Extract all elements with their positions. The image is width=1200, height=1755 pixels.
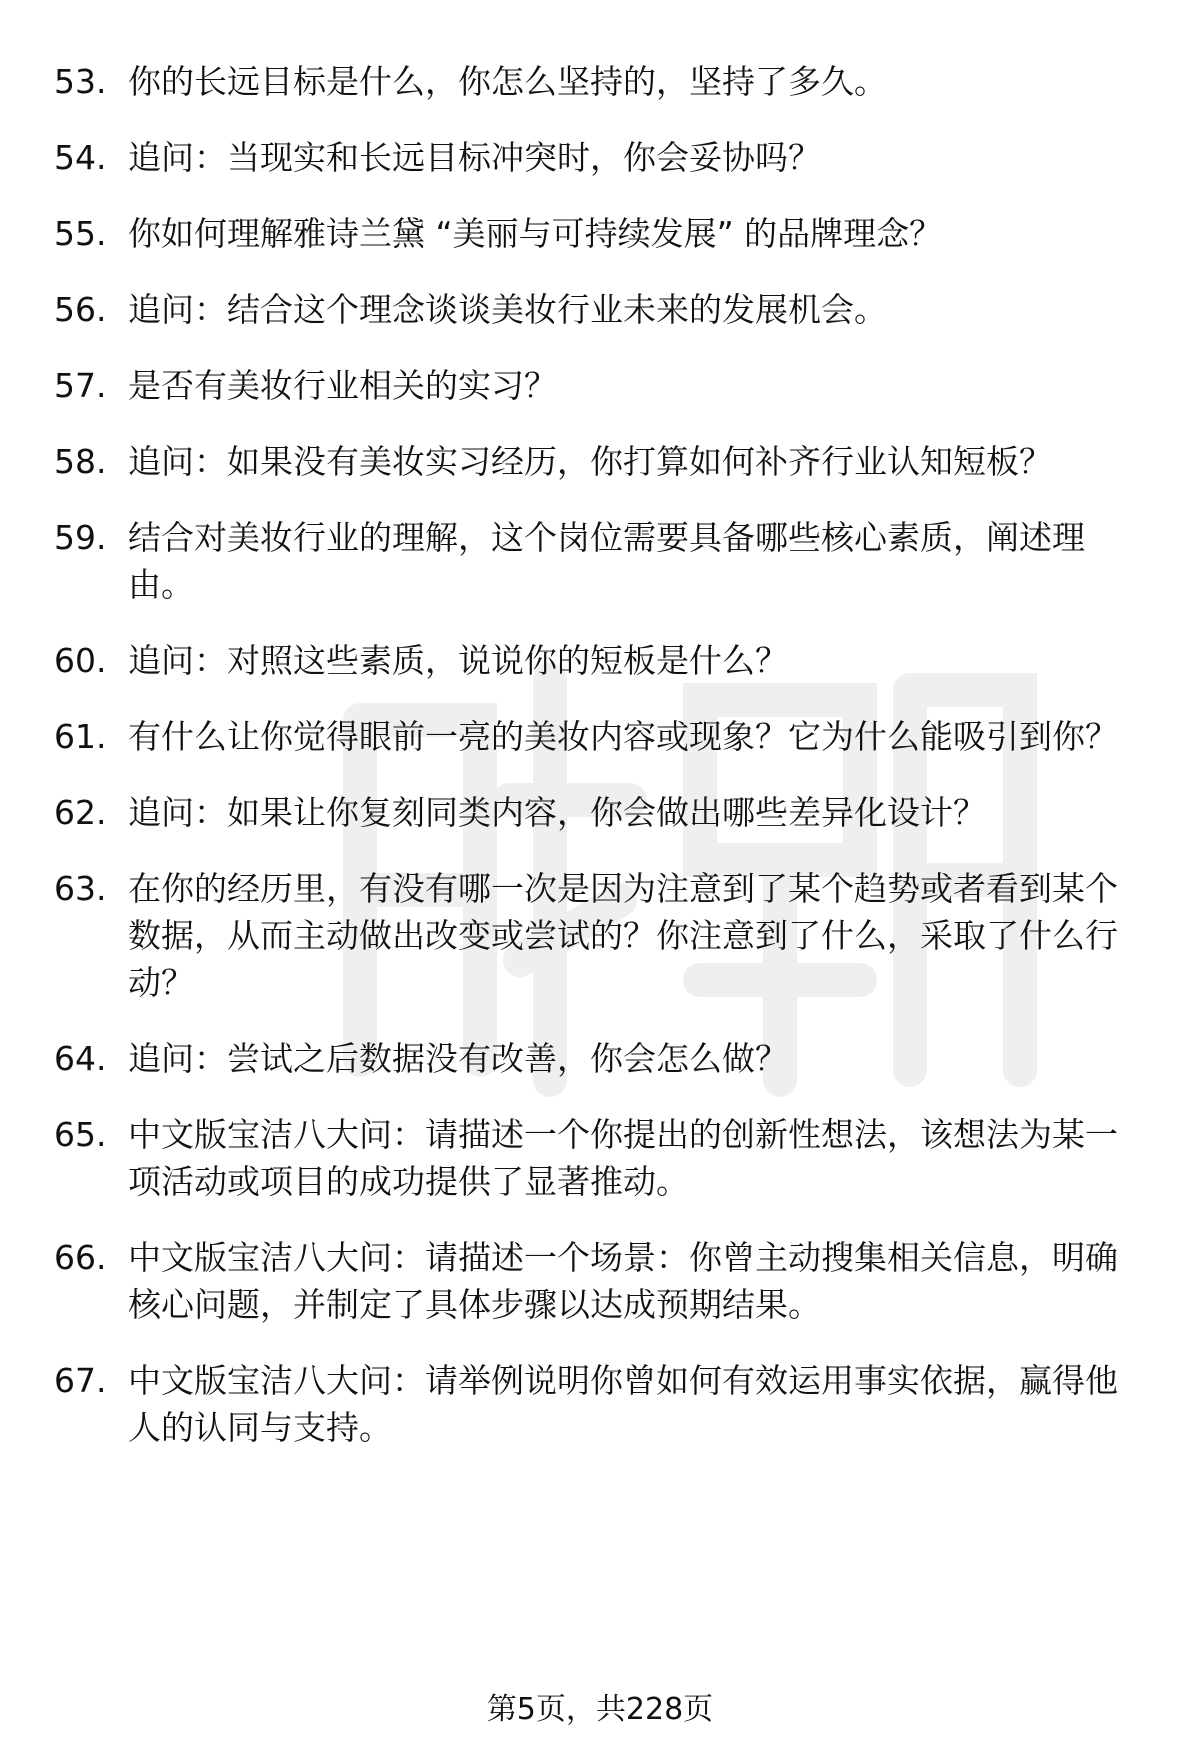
page-footer: 第5页，共228页 <box>486 1692 714 1727</box>
question-item <box>54 1035 1144 1082</box>
question-text: 追问：结合这个理念谈谈美妆行业未来的发展机会。 <box>128 290 887 329</box>
question-item <box>54 1234 1144 1328</box>
question-number: 62. <box>54 793 107 832</box>
question-text: 有什么让你觉得眼前一亮的美妆内容或现象？它为什么能吸引到你？ <box>128 717 1118 756</box>
question-item <box>54 1111 1144 1205</box>
question-number: 55. <box>54 214 107 253</box>
question-number: 54. <box>54 138 107 177</box>
question-text: 你的长远目标是什么，你怎么坚持的，坚持了多久。 <box>128 62 887 101</box>
question-item <box>54 713 1144 760</box>
question-list <box>54 58 1144 1480</box>
question-number: 56. <box>54 290 107 329</box>
question-number: 65. <box>54 1115 107 1154</box>
question-item <box>54 789 1144 836</box>
question-number: 61. <box>54 717 107 756</box>
question-text: 是否有美妆行业相关的实习？ <box>128 366 557 405</box>
question-number: 59. <box>54 518 107 557</box>
question-text: 结合对美妆行业的理解，这个岗位需要具备哪些核心素质，阐述理由。 <box>128 518 1085 604</box>
question-item <box>54 286 1144 333</box>
question-item <box>54 58 1144 105</box>
question-number: 64. <box>54 1039 107 1078</box>
question-text: 追问：对照这些素质，说说你的短板是什么？ <box>128 641 788 680</box>
question-number: 53. <box>54 62 107 101</box>
question-number: 66. <box>54 1238 107 1277</box>
question-number: 60. <box>54 641 107 680</box>
question-item <box>54 637 1144 684</box>
question-number: 67. <box>54 1361 107 1400</box>
question-item <box>54 134 1144 181</box>
question-item <box>54 865 1144 1006</box>
question-item <box>54 210 1144 257</box>
question-text: 中文版宝洁八大问：请描述一个场景：你曾主动搜集相关信息，明确核心问题，并制定了具体步骤以达成预期结果。 <box>128 1238 1118 1324</box>
question-text: 你如何理解雅诗兰黛 “美丽与可持续发展” 的品牌理念？ <box>128 214 943 253</box>
question-text: 中文版宝洁八大问：请举例说明你曾如何有效运用事实依据，赢得他人的认同与支持。 <box>128 1361 1118 1447</box>
question-text: 追问：如果没有美妆实习经历，你打算如何补齐行业认知短板？ <box>128 442 1052 481</box>
question-item <box>54 438 1144 485</box>
question-text: 在你的经历里，有没有哪一次是因为注意到了某个趋势或者看到某个数据，从而主动做出改变或尝试的？你注意到了什么，采取了什么行动？ <box>128 869 1118 1002</box>
question-text: 追问：尝试之后数据没有改善，你会怎么做？ <box>128 1039 788 1078</box>
question-item <box>54 514 1144 608</box>
question-item <box>54 362 1144 409</box>
question-text: 追问：如果让你复刻同类内容，你会做出哪些差异化设计？ <box>128 793 986 832</box>
question-text: 追问：当现实和长远目标冲突时，你会妥协吗？ <box>128 138 821 177</box>
question-text: 中文版宝洁八大问：请描述一个你提出的创新性想法，该想法为某一项活动或项目的成功提供了显著推动。 <box>128 1115 1118 1201</box>
question-number: 58. <box>54 442 107 481</box>
question-number: 57. <box>54 366 107 405</box>
question-number: 63. <box>54 869 107 908</box>
question-item <box>54 1357 1144 1451</box>
